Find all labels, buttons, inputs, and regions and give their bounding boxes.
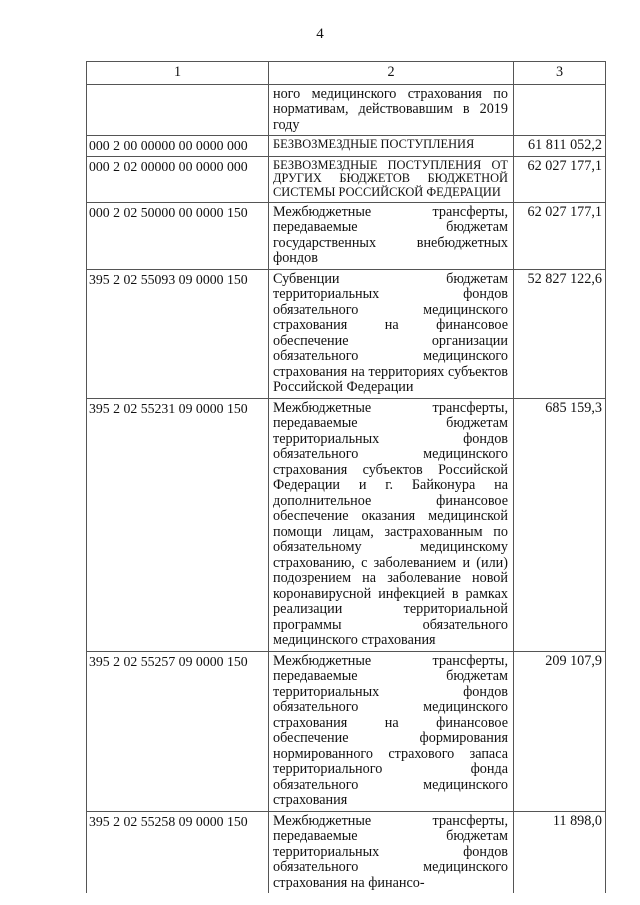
- row-code: 000 2 02 50000 00 0000 150: [87, 202, 269, 269]
- table-header-row: [87, 62, 606, 85]
- column-header-amount: 3: [514, 62, 606, 85]
- row-amount: 209 107,9: [514, 651, 606, 811]
- row-amount: 62 027 177,1: [514, 202, 606, 269]
- table-row: [87, 156, 606, 202]
- table-row: [87, 398, 606, 651]
- table-row: [87, 136, 606, 157]
- row-name: Субвенции бюджетам территориальных фондов обязательного медицинского страхования на финансовое обеспечение организации обязательного медицинского страхования на территориях субъектов Российской Федерации: [269, 269, 514, 398]
- row-name: ного медицинского страхования по нормативам, действовавшим в 2019 году: [269, 84, 514, 136]
- row-amount: 11 898,0: [514, 811, 606, 893]
- table-row: [87, 651, 606, 811]
- table-row: [87, 269, 606, 398]
- row-code: [87, 84, 269, 136]
- row-code: 395 2 02 55257 09 0000 150: [87, 651, 269, 811]
- row-name: Межбюджетные трансферты, передаваемые бюджетам территориальных фондов обязательного медицинского страхования на финансовое обеспечение формирования нормированного страхового запаса территориального фонда обязательного медицинского страхования: [269, 651, 514, 811]
- column-header-name: 2: [269, 62, 514, 85]
- row-code: 395 2 02 55231 09 0000 150: [87, 398, 269, 651]
- table-row: [87, 811, 606, 893]
- row-code: 395 2 02 55258 09 0000 150: [87, 811, 269, 893]
- row-code: 000 2 00 00000 00 0000 000: [87, 136, 269, 157]
- row-amount: 685 159,3: [514, 398, 606, 651]
- row-name: БЕЗВОЗМЕЗДНЫЕ ПОСТУПЛЕНИЯ: [269, 136, 514, 157]
- row-amount: 61 811 052,2: [514, 136, 606, 157]
- row-amount: 62 027 177,1: [514, 156, 606, 202]
- budget-revenue-table: [86, 61, 606, 893]
- column-header-code: 1: [87, 62, 269, 85]
- row-name: Межбюджетные трансферты, передаваемые бюджетам территориальных фондов обязательного медицинского страхования субъектов Российской Федерации и г. Байконура на дополнительное финансовое обеспечение оказания медицинской помощи лицам, застрахованным по обязательному медицинскому страхованию, с заболеванием и (или) подозрением на заболевание новой коронавирусной инфекцией в рамках реализации территориальной программы обязательного медицинского страхования: [269, 398, 514, 651]
- row-name: Межбюджетные трансферты, передаваемые бюджетам территориальных фондов обязательного медицинского страхования на финансо-: [269, 811, 514, 893]
- table-row: [87, 84, 606, 136]
- row-code: 000 2 02 00000 00 0000 000: [87, 156, 269, 202]
- row-name: БЕЗВОЗМЕЗДНЫЕ ПОСТУПЛЕНИЯ ОТ ДРУГИХ БЮДЖЕТОВ БЮДЖЕТНОЙ СИСТЕМЫ РОССИЙСКОЙ ФЕДЕРАЦИИ: [269, 156, 514, 202]
- page-number: 4: [316, 26, 324, 42]
- row-code: 395 2 02 55093 09 0000 150: [87, 269, 269, 398]
- row-name: Межбюджетные трансферты, передаваемые бюджетам государственных внебюджетных фондов: [269, 202, 514, 269]
- row-amount: 52 827 122,6: [514, 269, 606, 398]
- row-amount: [514, 84, 606, 136]
- table-row: [87, 202, 606, 269]
